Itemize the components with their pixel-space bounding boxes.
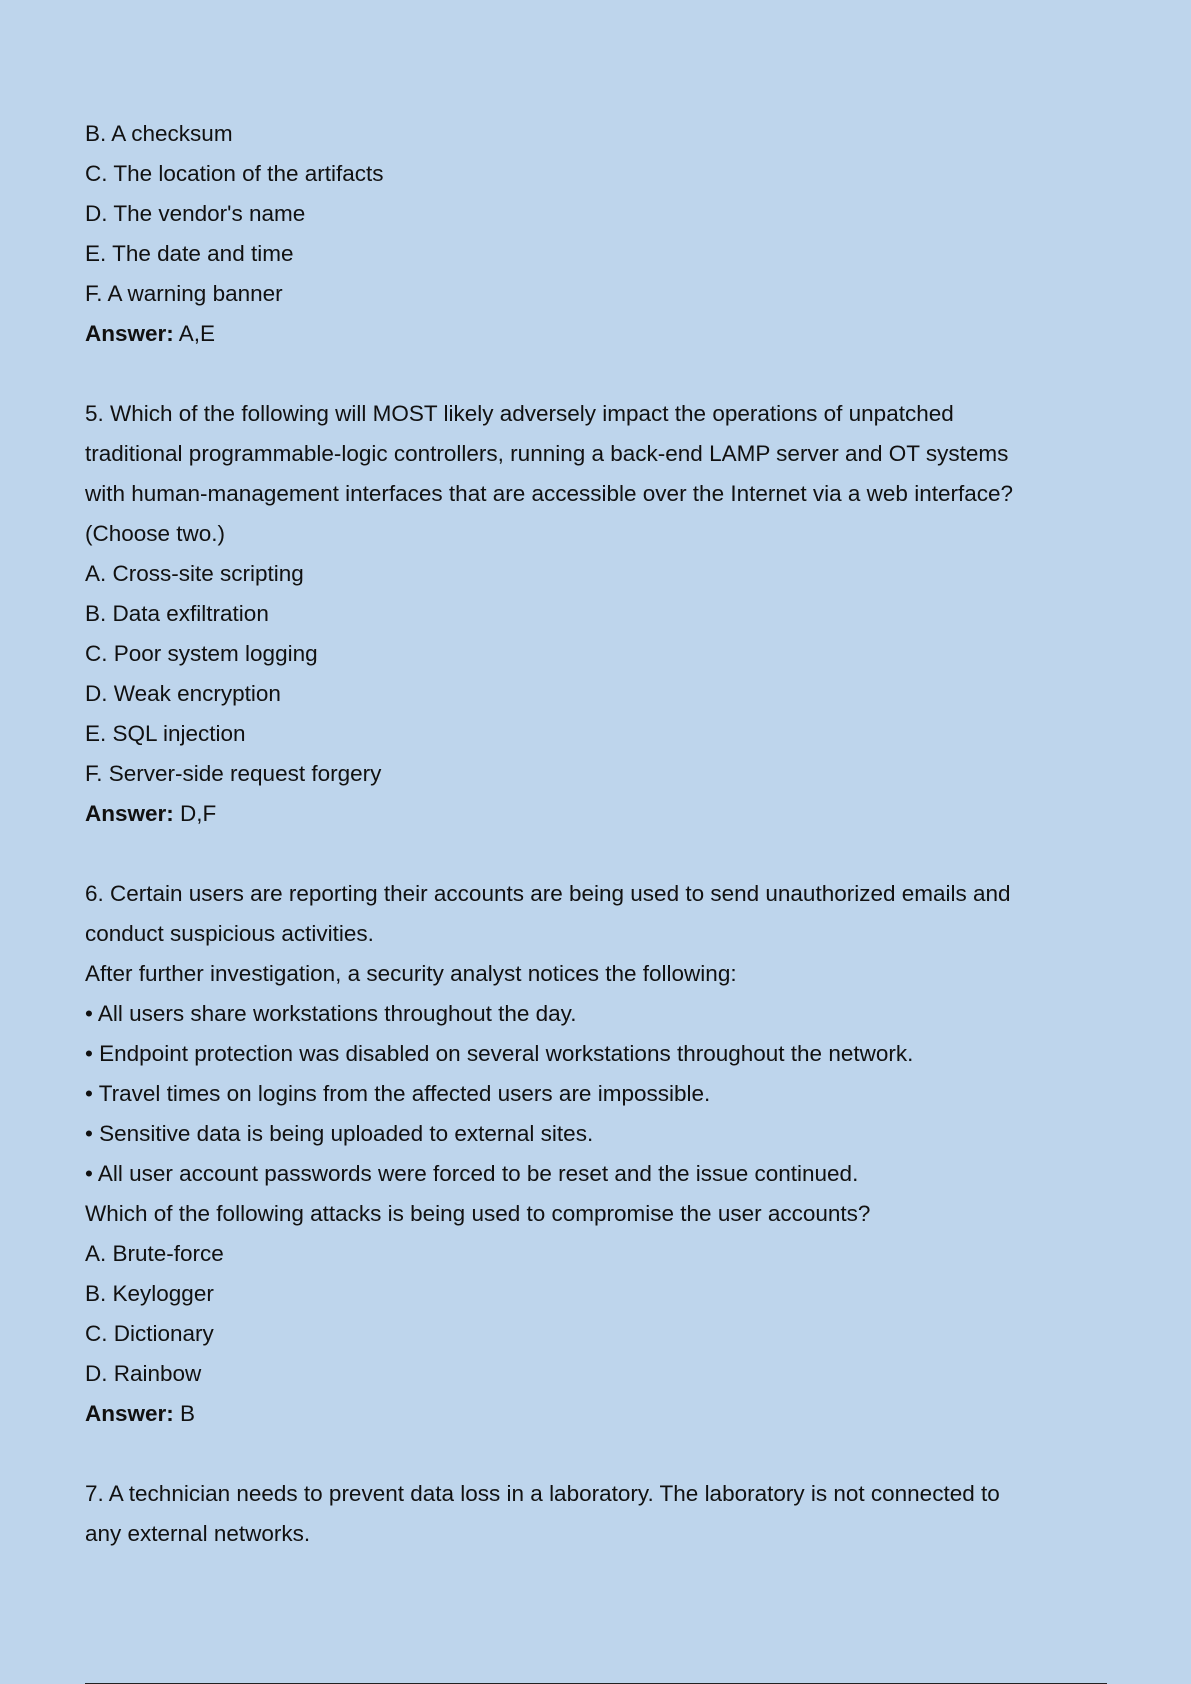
question-line: 7. A technician needs to prevent data loss in a laboratory. The laboratory is not connected to [85, 1481, 1000, 1506]
option-d: D. The vendor's name [85, 201, 306, 226]
option-b: B. Keylogger [85, 1281, 214, 1306]
bullet-item: • All user account passwords were forced to be reset and the issue continued. [85, 1161, 859, 1186]
question-6-stem [85, 874, 1115, 1234]
bullet-item: • Travel times on logins from the affected users are impossible. [85, 1081, 711, 1106]
answer-label: Answer: [85, 321, 174, 346]
bullet-item: • Sensitive data is being uploaded to external sites. [85, 1121, 594, 1146]
answer-value: B [173, 1401, 196, 1426]
question-5-answer [85, 794, 1115, 834]
option-f: F. Server-side request forgery [85, 761, 382, 786]
question-4-options [85, 114, 1115, 314]
question-line: After further investigation, a security analyst notices the following: [85, 961, 737, 986]
bullet-item: • Endpoint protection was disabled on several workstations throughout the network. [85, 1041, 914, 1066]
option-c: C. The location of the artifacts [85, 161, 384, 186]
spacer [85, 834, 1115, 874]
option-d: D. Rainbow [85, 1361, 202, 1386]
answer-value: D,F [173, 801, 217, 826]
option-b: B. Data exfiltration [85, 601, 269, 626]
question-line: with human-management interfaces that are accessible over the Internet via a web interface? [85, 481, 1014, 506]
spacer [85, 1434, 1115, 1474]
question-line: 6. Certain users are reporting their accounts are being used to send unauthorized emails and [85, 881, 1011, 906]
option-e: E. The date and time [85, 241, 294, 266]
question-line: conduct suspicious activities. [85, 921, 374, 946]
spacer [85, 354, 1115, 394]
question-line: Which of the following attacks is being used to compromise the user accounts? [85, 1201, 871, 1226]
option-a: A. Brute-force [85, 1241, 224, 1266]
question-line: 5. Which of the following will MOST likely adversely impact the operations of unpatched [85, 401, 954, 426]
question-line: traditional programmable-logic controllers, running a back-end LAMP server and OT systems [85, 441, 1009, 466]
question-4-answer [85, 314, 1115, 354]
bullet-item: • All users share workstations throughout the day. [85, 1001, 577, 1026]
question-line: any external networks. [85, 1521, 311, 1546]
answer-value: A,E [173, 321, 216, 346]
option-c: C. Poor system logging [85, 641, 318, 666]
answer-label: Answer: [85, 1401, 174, 1426]
question-6-options [85, 1234, 1115, 1394]
question-5-stem [85, 394, 1115, 554]
option-e: E. SQL injection [85, 721, 246, 746]
answer-label: Answer: [85, 801, 174, 826]
question-line: (Choose two.) [85, 521, 226, 546]
option-c: C. Dictionary [85, 1321, 214, 1346]
question-5-options [85, 554, 1115, 794]
question-7-stem [85, 1474, 1115, 1554]
option-d: D. Weak encryption [85, 681, 281, 706]
option-a: A. Cross-site scripting [85, 561, 304, 586]
document-page [85, 114, 1115, 1554]
option-f: F. A warning banner [85, 281, 283, 306]
question-6-answer [85, 1394, 1115, 1434]
option-b: B. A checksum [85, 121, 233, 146]
